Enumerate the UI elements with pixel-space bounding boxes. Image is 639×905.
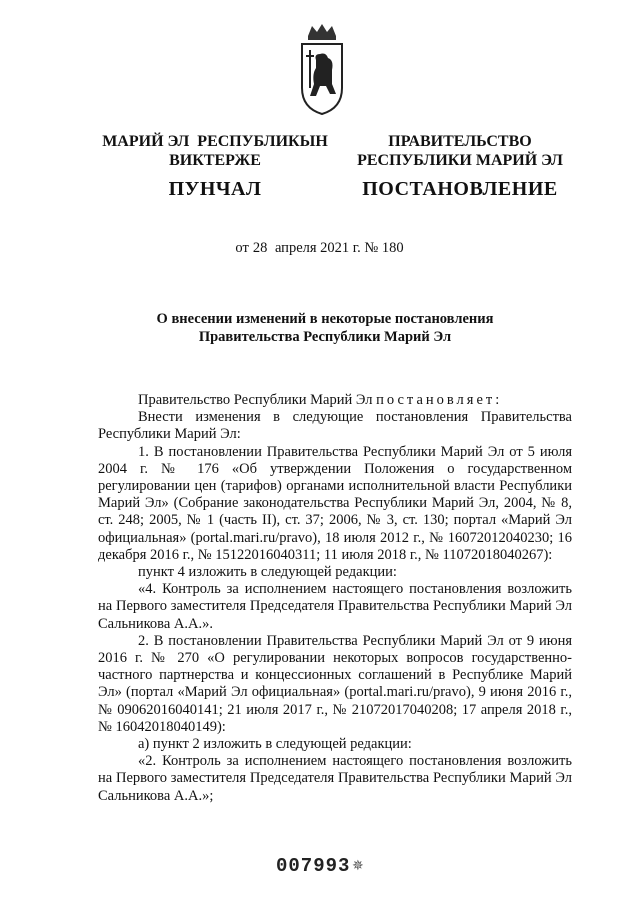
paragraph-4: «4. Контроль за исполнением настоящего постановления возложить на Первого заместителя Председателя Правительства Республики Марий Эл Сальникова А.А.». [98,581,572,632]
document-subject [100,310,550,346]
paragraph-2: 1. В постановлении Правительства Республики Марий Эл от 5 июля 2004 г. № 176 «Об утверждении Положения о государственном регулировании цен (тарифов) органами исполнительной власти Республики Марий Эл» (Собрание законодательства Республики Марий Эл, 2004, № 8, ст. 248; 2005, № 1 (часть II), ст. 37; 2006, № 3, ст. 130; портал «Марий Эл официальная» (portal.mari.ru/pravo), 18 июля 2012 г., № 16072012040230; 16 декабря 2016 г., № 15122016040311; 11 июля 2018 г., № 11072018040267): [98,443,572,563]
date-prefix: от [235,240,249,256]
subject-line1: О внесении изменений в некоторые постановления [156,311,494,327]
paragraph-6: а) пункт 2 изложить в следующей редакции: [138,736,412,753]
serial-number: 007993 [276,855,351,877]
document-body [98,392,572,805]
subject-line2: Правительства Республики Марий Эл [198,329,452,345]
paragraph-7: «2. Контроль за исполнением настоящего постановления возложить на Первого заместителя Председателя Правительства Республики Марий Эл Сальникова А.А.»; [98,753,572,804]
date-month-year: апреля 2021 г. [274,240,361,256]
number-prefix: № [364,240,379,256]
document-date-number [0,240,639,257]
intro-paragraph [98,392,572,409]
date-day: 28 [252,240,268,256]
coat-of-arms-icon [298,22,346,118]
paragraph-3: пункт 4 изложить в следующей редакции: [138,564,397,581]
intro-verb: постановляет: [376,392,503,408]
header-left-line2: ВИКТЕРЖЕ [169,152,261,169]
header-left-line1: МАРИЙ ЭЛ РЕСПУБЛИКЫН [102,133,328,150]
paragraph-1: Внести изменения в следующие постановления Правительства Республики Марий Эл: [98,409,572,443]
intro-subject: Правительство Республики Марий Эл [138,392,373,408]
asterisk-mark-icon: ✵ [352,858,364,874]
header-left-title: ПУНЧАЛ [168,178,262,200]
header-right-line1: ПРАВИТЕЛЬСТВО [388,133,532,150]
header-russian [345,132,575,199]
header-right-title: ПОСТАНОВЛЕНИЕ [362,178,558,200]
paragraph-5: 2. В постановлении Правительства Республики Марий Эл от 9 июня 2016 г. № 270 «О регулировании некоторых вопросов государственно-частного партнерства и концессионных соглашений в Республике Марий Эл» (портал «Марий Эл официальная» (portal.mari.ru/pravo), 9 июня 2016 г., № 09062016040141; 21 июля 2017 г., № 21072017040208; 17 апреля 2018 г., № 16042018040149): [98,632,572,735]
document-number: 180 [381,240,404,256]
header-right-line2: РЕСПУБЛИКИ МАРИЙ ЭЛ [357,152,563,169]
header-marii [90,132,340,199]
